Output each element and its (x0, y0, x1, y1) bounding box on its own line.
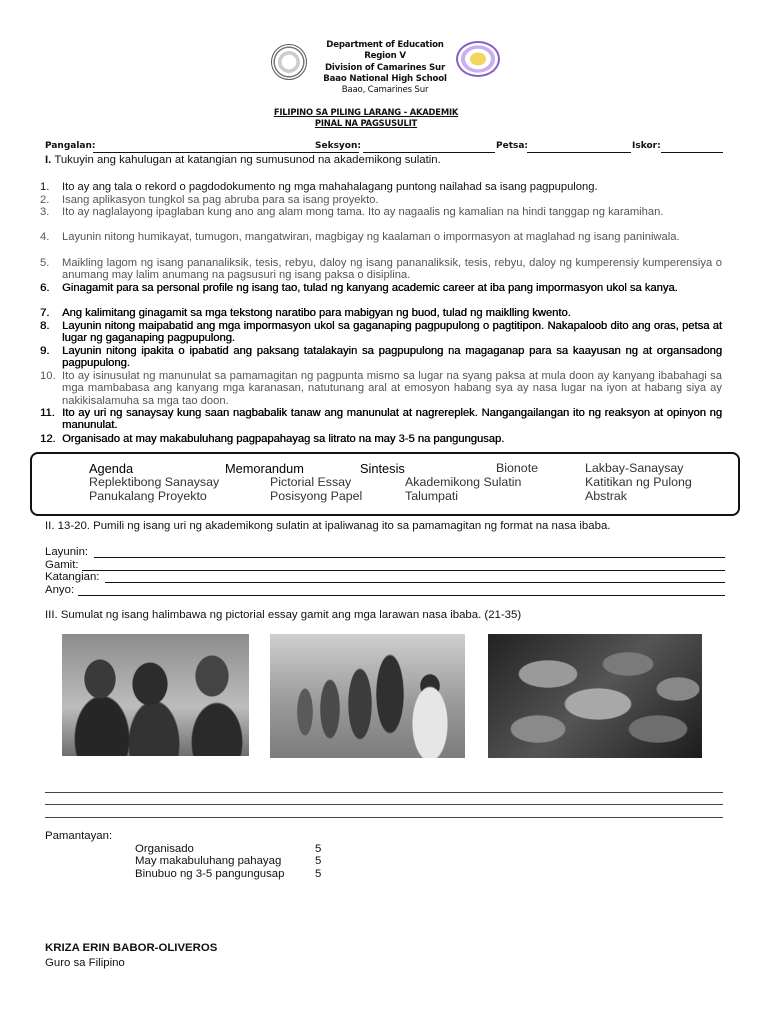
score-label: Iskor: (632, 141, 661, 151)
choice-memorandum: Memorandum (225, 461, 304, 476)
gamit-label: Gamit: (45, 559, 79, 571)
item-text: Layunin nitong ipakita o ipabatid ang paksang tatalakayin sa pagpupulong na magaganap para sa kaayusan ng at organsadong pagpupulong. (62, 345, 722, 370)
item-number: 4. (40, 231, 50, 243)
name-blank[interactable] (93, 152, 359, 153)
essay-line-1[interactable] (45, 792, 723, 793)
item-text: Ang kalimitang ginagamit sa mga tekstong naratibo para mabigyan ng buod, tulad ng maiklling kwento. (62, 307, 571, 319)
essay-line-3[interactable] (45, 817, 723, 818)
anyo-blank[interactable] (78, 595, 725, 596)
letterhead (250, 40, 520, 96)
exam-title: PINAL NA PAGSUSULIT (314, 118, 418, 128)
rubric-criterion: Binubuo ng 3-5 pangungusap (135, 868, 285, 880)
student-info-row (45, 141, 725, 154)
item-number: 7. (40, 307, 50, 319)
date-label: Petsa: (496, 141, 529, 151)
choice-lakbay-sanaysay: Lakbay-Sanaysay (585, 461, 684, 475)
letterhead-line: Department of Education (326, 40, 444, 50)
part3-instruction: III. Sumulat ng isang halimbawa ng pictorial essay gamit ang mga larawan nasa ibaba. (21-35) (45, 609, 522, 621)
part1-number: I. (45, 154, 52, 166)
choice-posisyong-papel: Posisyong Papel (270, 489, 363, 503)
rubric-points: 5 (315, 855, 322, 867)
section-label: Seksyon: (315, 141, 361, 151)
item-text: Ginagamit para sa personal profile ng isang tao, tulad ng kanyang academic career at iba pang impormasyon ukol sa kanya. (62, 282, 678, 294)
choice-katitikan-ng-pulong: Katitikan ng Pulong (585, 475, 692, 489)
item-number: 6. (40, 282, 50, 294)
katangian-blank[interactable] (105, 582, 725, 583)
item-number: 1. (40, 181, 50, 193)
choice-replektibong-sanaysay: Replektibong Sanaysay (89, 475, 220, 489)
item-text: Ito ay uri ng sanaysay kung saan nagbabalik tanaw ang manunulat at nagrereplek. Nangangailangan ito ng reaksyon at opinyon ng manunulat. (62, 407, 722, 432)
item-number: 8. (40, 320, 50, 332)
choice-panukalang-proyekto: Panukalang Proyekto (89, 489, 207, 503)
item-number: 2. (40, 194, 50, 206)
word-bank-box (30, 452, 740, 516)
item-text: Organisado at may makabuluhang pagpapahayag sa litrato na may 3-5 na pangungusap. (62, 433, 505, 445)
item-text: Isang aplikasyon tungkol sa pag abruba para sa isang proyekto. (62, 194, 379, 206)
choice-akademikong-sulatin: Akademikong Sulatin (405, 475, 522, 489)
photo-crowded-people (488, 634, 702, 758)
item-text: Layunin nitong humikayat, tumugon, mangatwiran, magbigay ng kaalaman o impormasyon at maglahad ng isang paniniwala. (62, 231, 680, 243)
rubric-criterion: May makabuluhang pahayag (135, 855, 282, 867)
essay-line-2[interactable] (45, 804, 723, 805)
item-number: 3. (40, 206, 50, 218)
item-text: Layunin nitong maipabatid ang mga impormasyon ukol sa gaganaping pagpupulong o pagtitipon. Nakapaloob dito ang oras, petsa at lugar ng gaganaping pagpupulong. (62, 320, 722, 345)
layunin-blank[interactable] (94, 557, 725, 558)
photo-starving-children (62, 634, 249, 756)
item-text: Ito ay naglalayong ipaglaban kung ano ang alam mong tama. Ito ay nagaalis ng kamalian na hindi tanggap ng karamihan. (62, 206, 664, 218)
rubric-criterion: Organisado (135, 843, 194, 855)
layunin-label: Layunin: (45, 546, 89, 558)
letterhead-line: Division of Camarines Sur (325, 62, 445, 73)
date-blank[interactable] (527, 152, 631, 153)
letterhead-line: Baao National High School (323, 73, 447, 84)
gamit-blank[interactable] (82, 570, 725, 571)
rubric-points: 5 (315, 868, 322, 880)
section-blank[interactable] (363, 152, 495, 153)
score-blank[interactable] (661, 152, 723, 153)
choice-sintesis: Sintesis (360, 461, 405, 476)
name-label: Pangalan: (45, 141, 96, 151)
exam-subject: FILIPINO SA PILING LARANG - AKADEMIK (273, 107, 459, 117)
item-number: 11. (40, 407, 55, 419)
letterhead-place: Baao, Camarines Sur (341, 85, 429, 96)
choice-agenda: Agenda (89, 461, 134, 476)
item-text: Ito ay ang tala o rekord o pagdodokumento ng mga mahahalagang puntong nailahad sa isang pagpupulong. (62, 181, 598, 193)
choice-talumpati: Talumpati (405, 489, 459, 503)
photo-food-line (270, 634, 465, 758)
part1-instruction (45, 154, 441, 167)
choice-pictorial-essay: Pictorial Essay (270, 475, 352, 489)
part2-instruction: II. 13-20. Pumili ng isang uri ng akademikong sulatin at ipaliwanag ito sa pamamagitan ng format na nasa ibaba. (45, 520, 611, 532)
item-number: 10. (40, 370, 56, 382)
letterhead-line: Region V (364, 51, 406, 62)
item-text: Maikling lagom ng isang pananaliksik, tesis, rebyu, daloy ng isang pananaliksik, tesis, rebyu, daloy ng kumperensiy kumperensiya o anumang may lalim anumang na pagsusuri ng isang paksa o disiplina. (62, 257, 722, 282)
item-number: 9. (40, 345, 50, 357)
choice-bionote: Bionote (496, 461, 539, 475)
anyo-label: Anyo: (45, 584, 75, 596)
teacher-role: Guro sa Filipino (45, 957, 125, 969)
part1-instruction-text: Tukuyin ang kahulugan at katangian ng sumusunod na akademikong sulatin. (54, 154, 441, 166)
rubric-points: 5 (315, 843, 322, 855)
item-number: 12. (40, 433, 56, 445)
rubric-heading: Pamantayan: (45, 830, 113, 842)
item-number: 5. (40, 257, 50, 269)
katangian-label: Katangian: (45, 571, 100, 583)
teacher-name: KRIZA ERIN BABOR-OLIVEROS (45, 942, 218, 954)
choice-abstrak: Abstrak (585, 489, 628, 503)
item-text: Ito ay isinusulat ng manunulat sa pamamagitan ng pagpunta mismo sa lugar na syang paksa at mula doon ay kanyang ibabahagi sa mga mambabasa ang kanyang mga karanasan, natutunang aral at emosyon habang sya ay nasa lugar na iyon at habang siya ay nakikisalamuha sa mga tao doon. (62, 370, 722, 407)
